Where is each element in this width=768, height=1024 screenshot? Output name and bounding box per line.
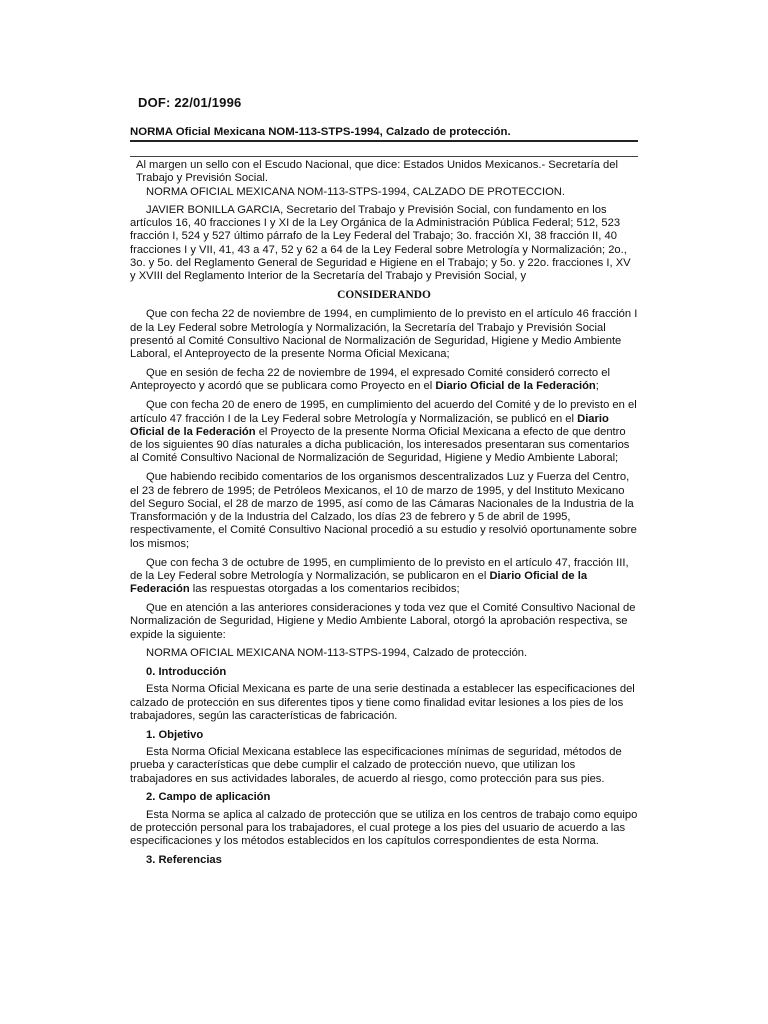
considerando-6: Que en atención a las anteriores consideraciones y toda vez que el Comité Consultivo Nacional de Normalización de Seguridad, Higiene y Medio Ambiente Laboral, otorgó la aprobación respectiva, se expide la siguiente: bbox=[130, 601, 636, 641]
dof-date: DOF: 22/01/1996 bbox=[138, 95, 242, 110]
document-title: NORMA Oficial Mexicana NOM-113-STPS-1994, Calzado de protección. bbox=[130, 126, 638, 142]
section-heading-campo: 2. Campo de aplicación bbox=[146, 791, 271, 804]
considerando-5-text: Que con fecha 3 de octubre de 1995, en cumplimiento de lo previsto en el artículo 47, fracción III, de la Ley Federal sobre Metrología y Normalización, se publicaron en el bbox=[130, 556, 629, 582]
norma-line: NORMA OFICIAL MEXICANA NOM-113-STPS-1994, Calzado de protección. bbox=[146, 647, 528, 660]
margin-note-seal: Al margen un sello con el Escudo Nacional, que dice: Estados Unidos Mexicanos.- Secretaría del Trabajo y Previsión Social. bbox=[136, 159, 618, 185]
considerando-heading: CONSIDERANDO bbox=[337, 289, 431, 302]
document-body bbox=[130, 156, 638, 871]
considerando-3-text: Que con fecha 20 de enero de 1995, en cumplimiento del acuerdo del Comité y de lo previsto en el artículo 47 fracción I de la Ley Federal sobre Metrología y Normalización, se publicó en el bbox=[130, 399, 637, 425]
section-text-objetivo: Esta Norma Oficial Mexicana establece las especificaciones mínimas de seguridad, métodos de prueba y características que debe cumplir el calzado de protección nuevo, que utilizan los trabajadores en sus actividades laborales, de acuerdo al riesgo, como protección para sus pies. bbox=[130, 746, 622, 785]
considerando-3-end: el Proyecto de la presente Norma Oficial Mexicana a efecto de que dentro de los siguientes 90 días naturales a dicha publicación, los interesados presentaran sus comentarios al Comité Consultivo Nacional de Normalización de Seguridad, Higiene y Medio Ambiente Laboral; bbox=[130, 425, 630, 465]
margin-note-norma: NORMA OFICIAL MEXICANA NOM-113-STPS-1994, CALZADO DE PROTECCION. bbox=[146, 185, 565, 198]
diario-oficial-ref: Diario Oficial de la Federación bbox=[435, 380, 596, 393]
section-text-introduccion: Esta Norma Oficial Mexicana es parte de una serie destinada a establecer las especificaciones del calzado de protección en sus diferentes tipos y tiene como finalidad evitar lesiones a los pies de los trabajadores, según las características de fabricación. bbox=[130, 683, 635, 722]
diario-oficial-ref: Diario Oficial de la Federación bbox=[130, 569, 588, 596]
considerando-4: Que habiendo recibido comentarios de los organismos descentralizados Luz y Fuerza del Centro, el 23 de febrero de 1995; de Petróleos Mexicanos, el 10 de marzo de 1995, y del Instituto Mexicano del Seguro Social, el 28 de marzo de 1995, así como de las Cámaras Nacionales de la Industria de la Transformación y de la Industria del Calzado, los días 23 de febrero y 5 de abril de 1995, respectivamente, el Comité Consultivo Nacional procedió a su estudio y resolvió oportunamente sobre los mismos; bbox=[130, 471, 637, 550]
considerando-2-end: ; bbox=[595, 380, 599, 393]
considerando-3 bbox=[130, 399, 638, 465]
considerando-5 bbox=[130, 557, 638, 597]
diario-oficial-ref: Diario Oficial de la Federación bbox=[130, 412, 609, 438]
section-heading-objetivo: 1. Objetivo bbox=[146, 728, 204, 741]
considerando-5-end: las respuestas otorgadas a los comentarios recibidos; bbox=[189, 583, 460, 596]
considerando-1: Que con fecha 22 de noviembre de 1994, en cumplimiento de lo previsto en el artículo 46 fracción I de la Ley Federal sobre Metrología y Normalización, la Secretaría del Trabajo y Previsión Social presentó al Comité Consultivo Nacional de Normalización de Seguridad, Higiene y Medio Ambiente Laboral, el Anteproyecto de la presente Norma Oficial Mexicana; bbox=[130, 308, 638, 361]
considerando-2 bbox=[130, 367, 638, 394]
margin-note bbox=[130, 156, 638, 199]
section-text-campo: Esta Norma se aplica al calzado de protección que se utiliza en los centros de trabajo como equipo de protección personal para los trabajadores, el cual protege a los pies del usuario de acuerdo a las especificaciones y los métodos establecidos en los capítulos correspondientes de esta Norma. bbox=[130, 808, 638, 848]
section-heading-referencias: 3. Referencias bbox=[146, 854, 222, 867]
section-heading-introduccion: 0. Introducción bbox=[146, 666, 227, 679]
considerando-2-text: Que en sesión de fecha 22 de noviembre de 1994, el expresado Comité consideró correcto el Anteproyecto y acordó que se publicara como Proyecto en el bbox=[130, 367, 610, 393]
intro-paragraph: JAVIER BONILLA GARCIA, Secretario del Trabajo y Previsión Social, con fundamento en los artículos 16, 40 fracciones I y XI de la Ley Orgánica de la Administración Pública Federal; 512, 523 fracción I, 524 y 527 último párrafo de la Ley Federal del Trabajo; 3o. fracción XI, 38 fracción II, 40 fracciones I y VII, 41, 43 a 47, 52 y 62 a 64 de la Ley Federal sobre Metrología y Normalización; 2o., 3o. y 5o. del Reglamento General de Seguridad e Higiene en el Trabajo; y 5o. y 22o. fracciones I, XV y XVIII del Reglamento Interior de la Secretaría del Trabajo y Previsión Social, y bbox=[130, 203, 631, 283]
